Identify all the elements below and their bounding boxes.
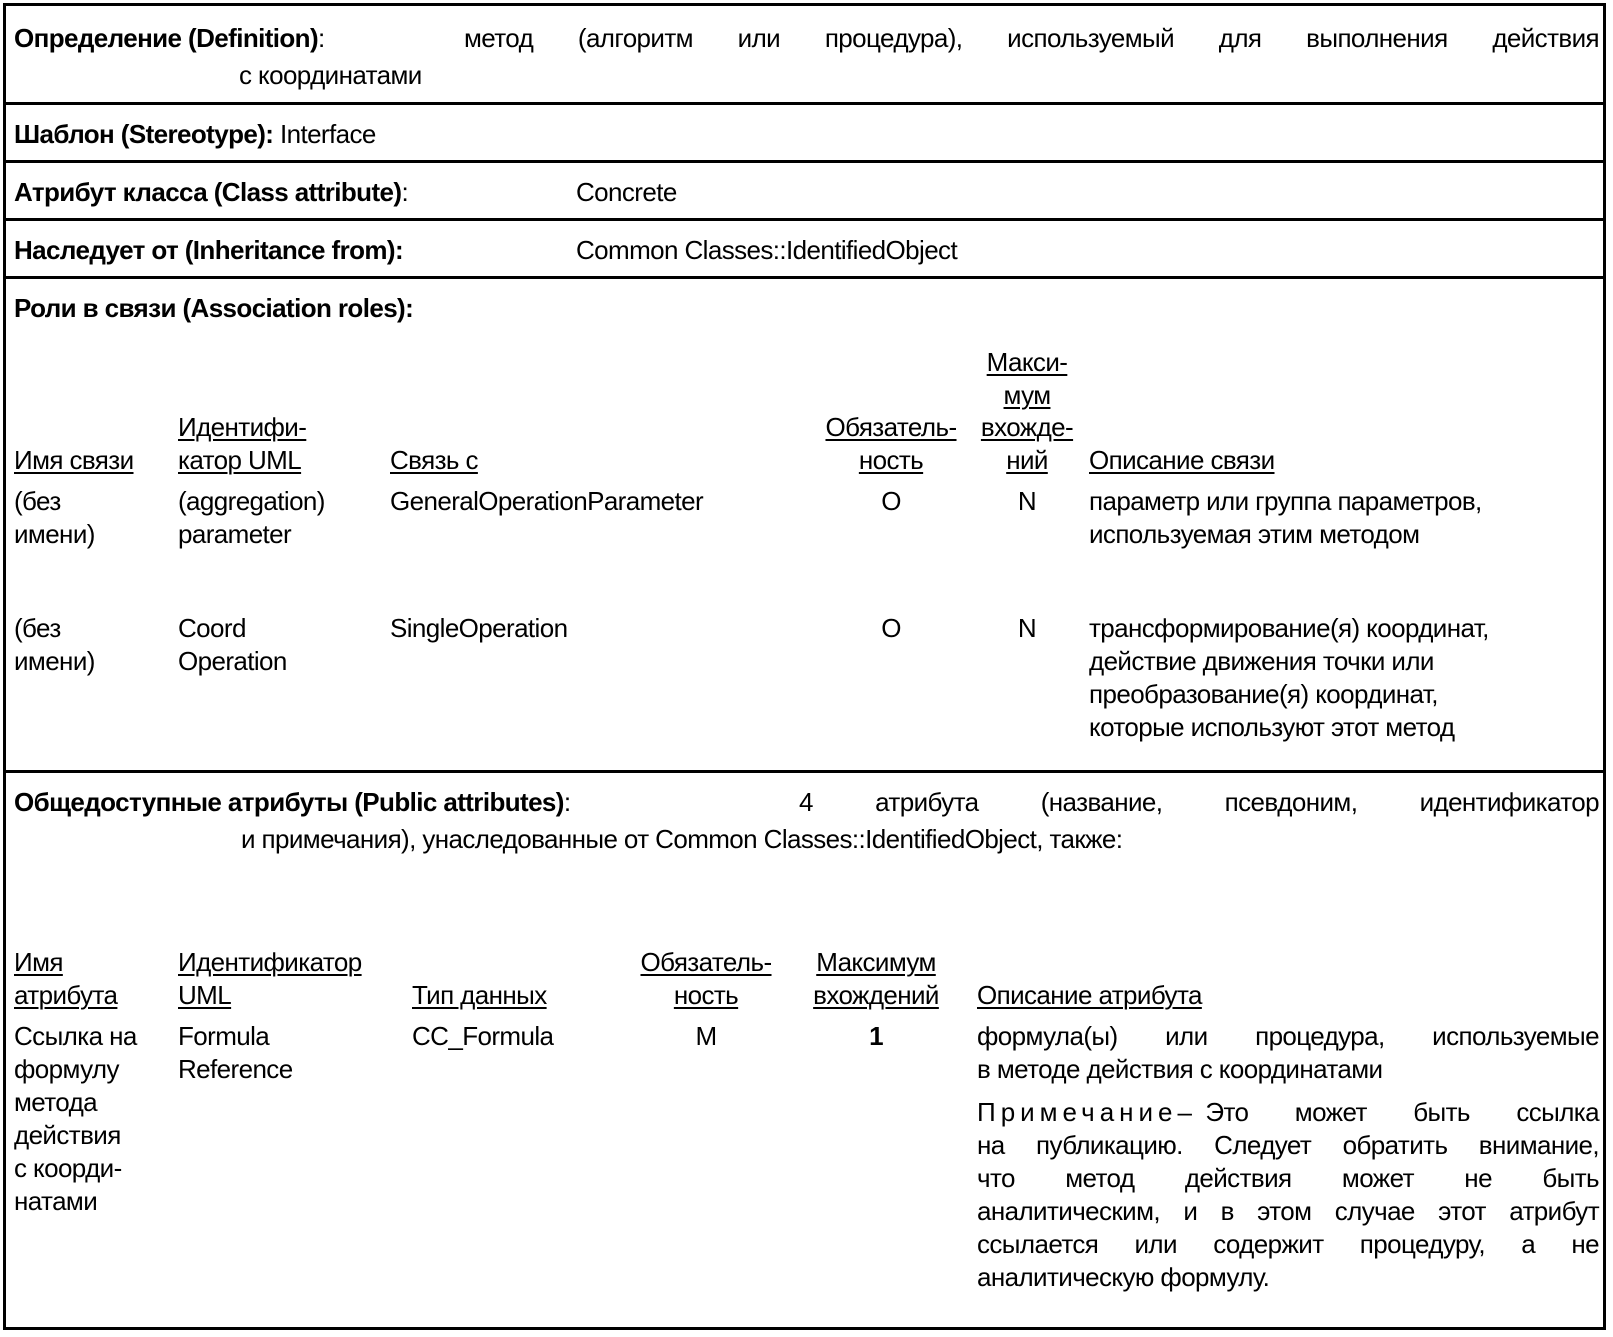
assoc-row2-max: N: [1017, 613, 1037, 643]
attr-row-note-line2: на публикацию. Следует обратить внимание,: [977, 1130, 1599, 1160]
attr-row-name-1: Ссылка на: [14, 1021, 137, 1051]
definition-label: Определение (Definition):: [14, 23, 325, 53]
attr-header-obligation-2: ность: [673, 980, 739, 1010]
note-label: Примечание: [977, 1097, 1178, 1127]
attr-row-max: 1: [869, 1021, 883, 1051]
assoc-header-obligation-2: ность: [858, 445, 924, 475]
assoc-header-description: Описание связи: [1089, 445, 1275, 475]
assoc-row1-max: N: [1017, 486, 1037, 516]
attr-header-obligation-1: Обязатель-: [640, 947, 772, 977]
assoc-row1-name-1: (без: [14, 486, 61, 516]
attr-header-max-2: вхождений: [813, 980, 939, 1010]
definition-text-line2: с координатами: [239, 60, 422, 90]
inheritance-label: Наследует от (Inheritance from):: [14, 235, 404, 265]
assoc-row2-uml-2: Operation: [178, 646, 287, 676]
attr-header-max-1: Максимум: [816, 947, 936, 977]
spec-table: [3, 3, 1606, 1330]
stereotype-value: Interface: [279, 119, 376, 149]
attr-row-name-5: с коорди-: [14, 1153, 122, 1183]
note-line1: Это может быть ссылка: [1205, 1097, 1599, 1127]
assoc-row1-desc-1: параметр или группа параметров,: [1089, 486, 1482, 516]
attr-header-uml-2: UML: [178, 980, 232, 1010]
assoc-header-obligation-1: Обязатель-: [825, 412, 957, 442]
assoc-row2-name-1: (без: [14, 613, 61, 643]
assoc-row2-desc-4: которые используют этот метод: [1089, 712, 1455, 742]
attr-row-note-line4: аналитическим, и в этом случае этот атрибут: [977, 1196, 1599, 1226]
assoc-row2-name-2: имени): [14, 646, 95, 676]
class-attribute-label: Атрибут класса (Class attribute):: [14, 177, 409, 207]
attr-row-uml-2: Reference: [178, 1054, 293, 1084]
assoc-row2-desc-3: преобразование(я) координат,: [1089, 679, 1438, 709]
divider: [6, 218, 1603, 221]
attr-row-note-line5: ссылается или содержит процедуру, а не: [977, 1229, 1599, 1259]
inheritance-value: Common Classes::IdentifiedObject: [576, 235, 958, 265]
attr-row-name-3: метода: [14, 1087, 98, 1117]
attr-row-type: CC_Formula: [412, 1021, 554, 1051]
attr-header-name-2: атрибута: [14, 980, 118, 1010]
assoc-header-uml-1: Идентифи-: [178, 412, 307, 442]
attr-row-note-first-line: [977, 1096, 1599, 1129]
attr-row-note-line6: аналитическую формулу.: [977, 1262, 1270, 1292]
assoc-row1-uml-2: parameter: [178, 519, 292, 549]
stereotype-row: [14, 118, 376, 151]
assoc-row1-link: GeneralOperationParameter: [390, 486, 704, 516]
assoc-header-uml-2: катор UML: [178, 445, 302, 475]
divider: [6, 160, 1603, 163]
assoc-header-max-3: вхожде-: [980, 412, 1074, 442]
definition-text-line1: метод (алгоритм или процедура), используемый для выполнения действия: [464, 23, 1599, 53]
assoc-header-link: Связь с: [390, 445, 478, 475]
attr-header-name-1: Имя: [14, 947, 63, 977]
attr-header-type: Тип данных: [412, 980, 547, 1010]
public-attributes-text-line2: и примечания), унаследованные от Common Classes::IdentifiedObject, также:: [241, 824, 1123, 854]
divider: [6, 276, 1603, 279]
assoc-row2-link: SingleOperation: [390, 613, 568, 643]
assoc-row1-uml-1: (aggregation): [178, 486, 325, 516]
association-roles-title: Роли в связи (Association roles):: [14, 293, 414, 323]
assoc-row1-obligation: O: [881, 486, 901, 516]
attr-row-uml-1: Formula: [178, 1021, 270, 1051]
assoc-header-max-4: ний: [1006, 445, 1048, 475]
attr-row-desc-2: в методе действия с координатами: [977, 1054, 1383, 1084]
assoc-row2-uml-1: Coord: [178, 613, 246, 643]
attr-header-uml-1: Идентификатор: [178, 947, 362, 977]
attr-row-note-line3: что метод действия может не быть: [977, 1163, 1599, 1193]
assoc-row1-desc-2: используемая этим методом: [1089, 519, 1420, 549]
public-attributes-text-line1: 4 атрибута (название, псевдоним, идентификатор: [799, 787, 1599, 817]
divider: [6, 102, 1603, 105]
attr-row-obligation: M: [695, 1021, 717, 1051]
assoc-row2-desc-2: действие движения точки или: [1089, 646, 1434, 676]
assoc-header-max-2: мум: [1003, 380, 1051, 410]
assoc-header-max-1: Макси-: [986, 347, 1068, 377]
attr-header-description: Описание атрибута: [977, 980, 1202, 1010]
note-dash: –: [1177, 1097, 1192, 1127]
divider: [6, 770, 1603, 773]
stereotype-label: Шаблон (Stereotype):: [14, 119, 274, 149]
attr-row-desc-1: формула(ы) или процедура, используемые: [977, 1021, 1599, 1051]
class-attribute-value: Concrete: [576, 177, 677, 207]
public-attributes-label: Общедоступные атрибуты (Public attributes):: [14, 787, 571, 817]
attr-row-name-4: действия: [14, 1120, 121, 1150]
attr-row-name-2: формулу: [14, 1054, 119, 1084]
assoc-row2-desc-1: трансформирование(я) координат,: [1089, 613, 1489, 643]
assoc-row1-name-2: имени): [14, 519, 95, 549]
assoc-header-name: Имя связи: [14, 445, 134, 475]
attr-row-name-6: натами: [14, 1186, 98, 1216]
assoc-row2-obligation: O: [881, 613, 901, 643]
